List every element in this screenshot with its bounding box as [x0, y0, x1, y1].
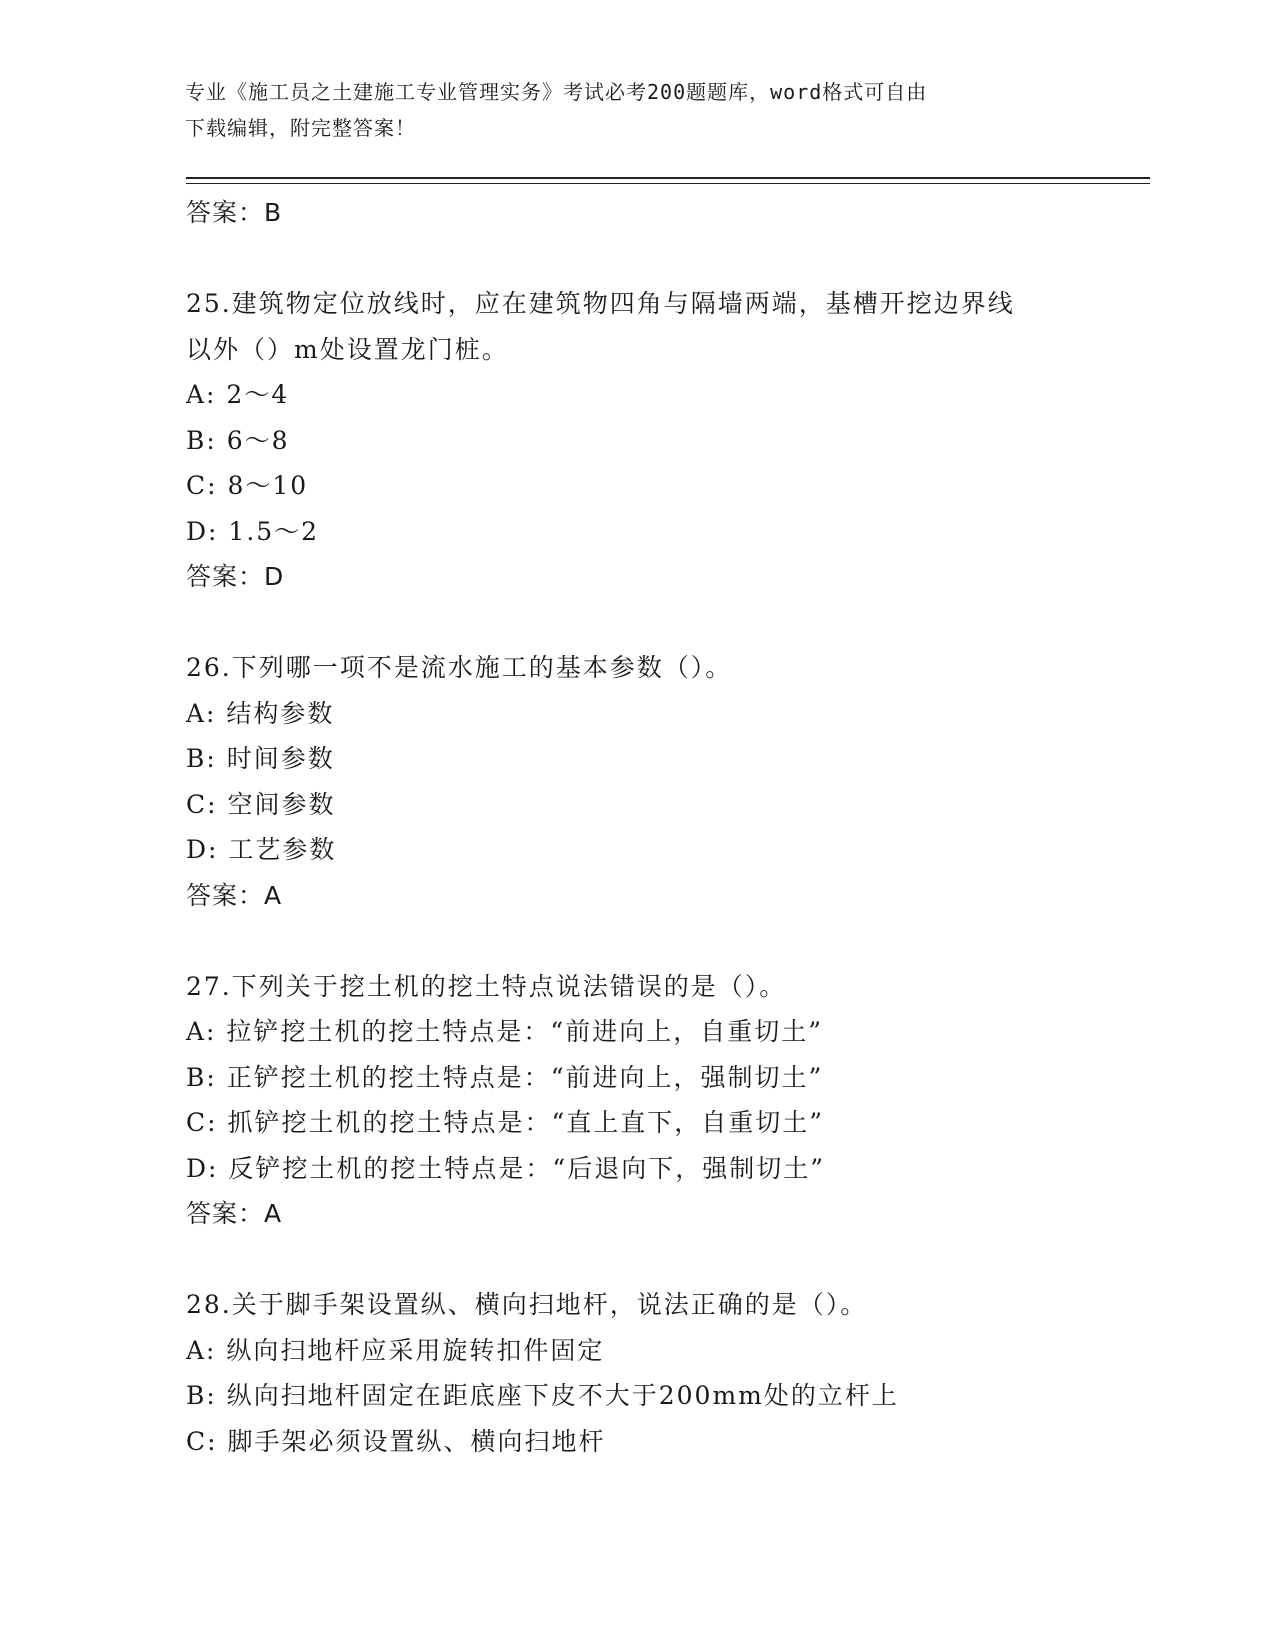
option-a: A: 2～4 [186, 380, 290, 409]
option-c: C: 脚手架必须设置纵、横向扫地杆 [186, 1426, 606, 1456]
spacer [186, 600, 1146, 646]
question-25 [186, 281, 1146, 600]
option-c: C: 空间参数 [186, 789, 336, 819]
question-28 [186, 1282, 1146, 1464]
option-d: D: 1.5～2 [186, 516, 320, 546]
header-divider-thin [186, 183, 1150, 184]
header-line-1: 专业《施工员之土建施工专业管理实务》考试必考200题题库，word格式可自由 [185, 80, 928, 104]
option-b: B: 正铲挖土机的挖土特点是：“前进向上，强制切土” [186, 1062, 824, 1092]
option-b: B: 6～8 [186, 425, 290, 455]
option-d: D: 工艺参数 [186, 835, 337, 864]
answer-line: 答案：B [186, 198, 283, 227]
question-stem: 28.关于脚手架设置纵、横向扫地杆，说法正确的是（）。 [186, 1290, 868, 1319]
question-27 [186, 964, 1146, 1237]
question-stem-continued: 以外（）m处设置龙门桩。 [186, 334, 509, 364]
answer-line: 答案：D [186, 562, 285, 591]
option-a: A: 拉铲挖土机的挖土特点是：“前进向上，自重切土” [186, 1017, 823, 1046]
spacer [186, 918, 1146, 964]
spacer [186, 1237, 1146, 1283]
option-b: B: 时间参数 [186, 744, 335, 773]
option-c: C: 抓铲挖土机的挖土特点是：“直上直下，自重切土” [186, 1108, 825, 1137]
option-a: A: 纵向扫地杆应采用旋转扣件固定 [186, 1335, 605, 1365]
question-stem: 25.建筑物定位放线时，应在建筑物四角与隔墙两端，基槽开挖边界线 [186, 289, 1015, 318]
header-divider-thick [186, 177, 1150, 179]
question-stem: 26.下列哪一项不是流水施工的基本参数（）。 [186, 653, 733, 682]
option-c: C: 8～10 [186, 471, 309, 500]
answer-line: 答案：A [186, 1199, 283, 1228]
question-list [186, 190, 1146, 1464]
option-b: B: 纵向扫地杆固定在距底座下皮不大于200mm处的立杆上 [186, 1381, 899, 1410]
question-26 [186, 645, 1146, 918]
answer-line: 答案：A [186, 880, 283, 910]
option-a: A: 结构参数 [186, 698, 335, 728]
option-d: D: 反铲挖土机的挖土特点是：“后退向下，强制切土” [186, 1153, 825, 1183]
spacer [186, 236, 1146, 282]
page-header [185, 74, 1065, 146]
question-stem: 27.下列关于挖土机的挖土特点说法错误的是（）。 [186, 971, 787, 1001]
header-line-2: 下载编辑，附完整答案！ [185, 116, 416, 140]
